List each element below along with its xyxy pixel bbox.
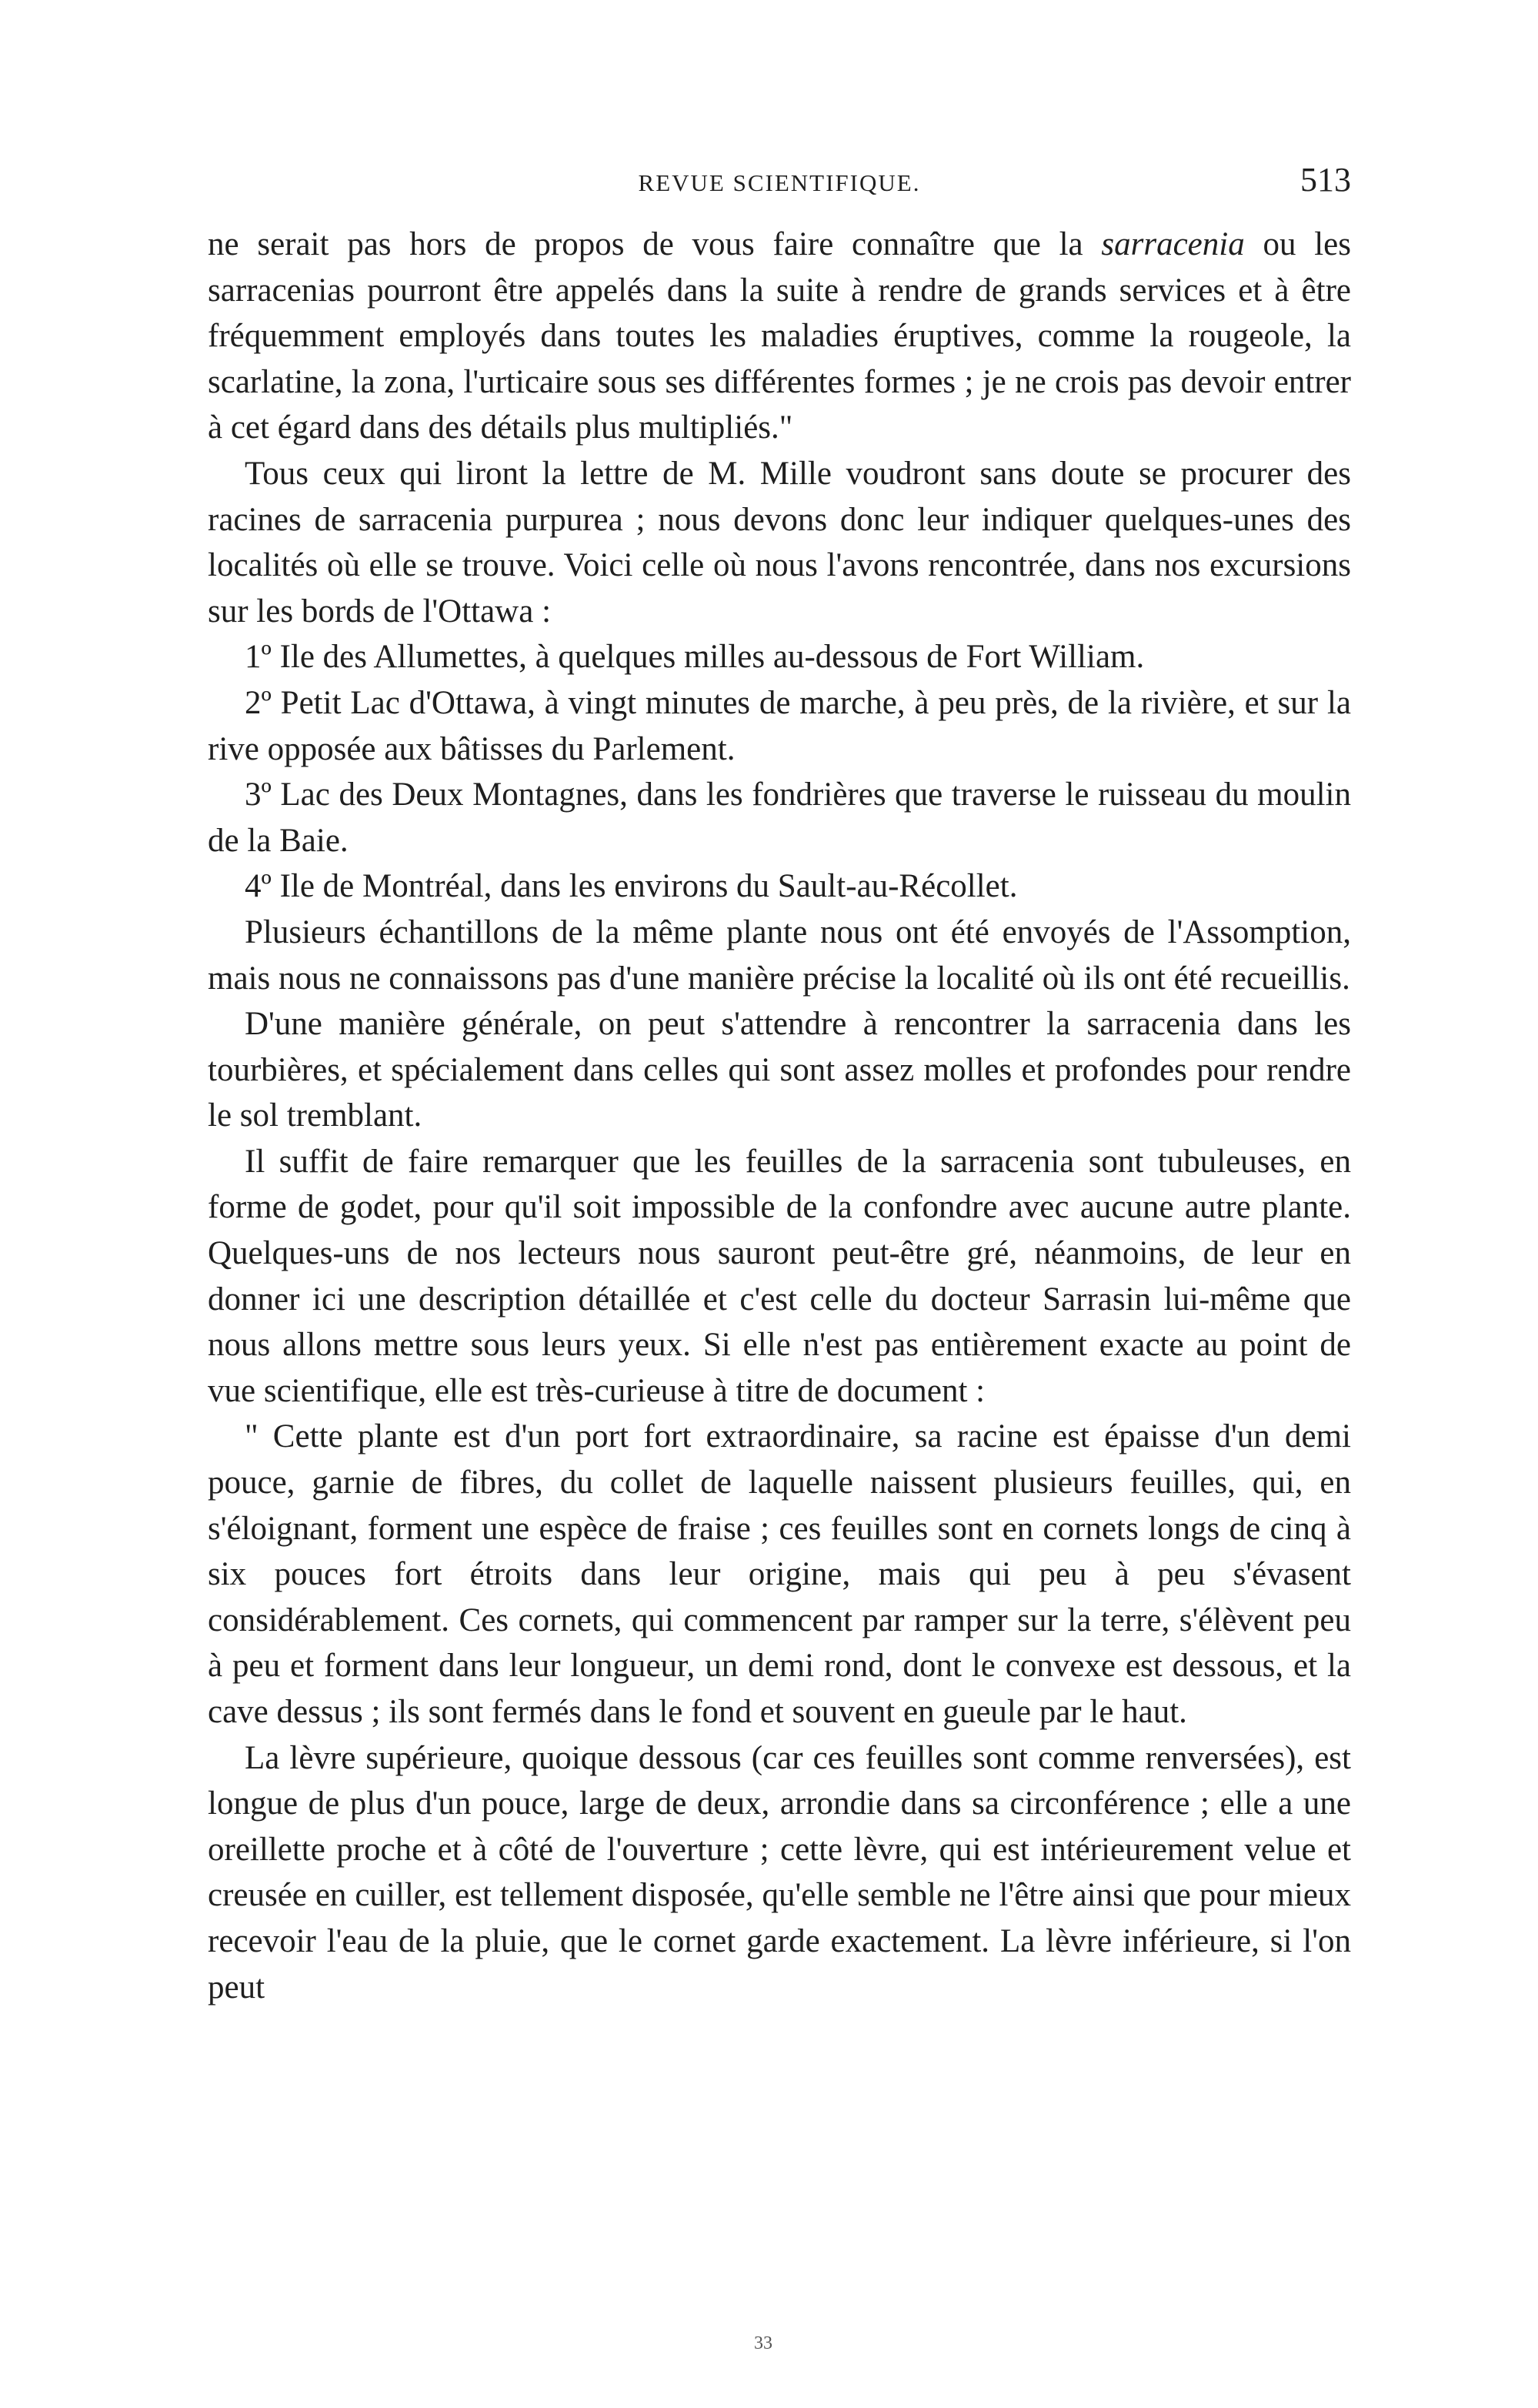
paragraph: Plusieurs échantillons de la même plante nous ont été envoyés de l'Assomption, mais nous ne connaissons pas d'une manière précise la localité où ils ont été recueillis. (208, 913, 1351, 997)
page-number: 513 (1300, 161, 1351, 199)
list-item-locality: 4º Ile de Montréal, dans les environs du Sault-au-Récollet. (245, 868, 1018, 905)
paragraph: Il suffit de faire remarquer que les feuilles de la sarracenia sont tubuleuses, en forme de godet, pour qu'il soit impossible de la confondre avec aucune autre plante. Quelques-uns de nos lecteurs nous sauront peut-être gré, néanmoins, de leur en donner ici une description détaillée et c'est celle du docteur Sarrasin lui-même que nous allons mettre sous leurs yeux. Si elle n'est pas entièrement exacte au point de vue scientifique, elle est très-curieuse à titre de document : (208, 1143, 1351, 1409)
text-span: ne serait pas hors de propos de vous faire connaître que la (208, 226, 1102, 262)
running-title: REVUE SCIENTIFIQUE. (638, 169, 921, 196)
quoted-paragraph: " Cette plante est d'un port fort extraordinaire, sa racine est épaisse d'un demi pouce, garnie de fibres, du collet de laquelle naissent plusieurs feuilles, qui, en s'éloignant, forment une espèce de fraise ; ces feuilles sont en cornets longs de cinq à six pouces fort étroits dans leur origine, mais qui peu à peu s'évasent considérablement. Ces cornets, qui commencent par ramper sur la terre, s'élèvent peu à peu et forment dans leur longueur, un demi rond, dont le convexe est dessous, et la cave dessus ; ils sont fermés dans le fond et souvent en gueule par le haut. (208, 1418, 1351, 1730)
list-item-locality: 3º Lac des Deux Montagnes, dans les fondrières que traverse le ruisseau du moulin de la Baie. (208, 777, 1351, 859)
quoted-paragraph: La lèvre supérieure, quoique dessous (car ces feuilles sont comme renversées), est longue de plus d'un pouce, large de deux, arrondie dans sa circonférence ; elle a une oreillette proche et à côté de l'ouverture ; cette lèvre, qui est intérieurement velue et creusée en cuiller, est tellement disposée, qu'elle semble ne l'être ainsi que pour mieux recevoir l'eau de la pluie, que le cornet garde exactement. La lèvre inférieure, si l'on peut (208, 1739, 1351, 2006)
body-text (208, 222, 1351, 2010)
signature-mark: 33 (754, 2333, 772, 2353)
text-span: ou les sarracenias pourront être appelés dans la suite à rendre de grands services et à être fréquemment employés dans toutes les maladies éruptives, comme la rougeole, la scarlatine, la zona, l'urticaire sous ses différentes formes ; je ne crois pas devoir entrer à cet égard dans des détails plus multipliés." (208, 226, 1351, 446)
running-head (208, 160, 1351, 206)
paragraph-continued (208, 222, 1351, 451)
italic-term: sarracenia (1101, 226, 1245, 262)
paragraph: D'une manière générale, on peut s'attendre à rencontrer la sarracenia dans les tourbières, et spécialement dans celles qui sont assez molles et profondes pour rendre le sol tremblant. (208, 1006, 1351, 1134)
list-item-locality: 2º Petit Lac d'Ottawa, à vingt minutes de marche, à peu près, de la rivière, et sur la rive opposée aux bâtisses du Parlement. (208, 684, 1351, 767)
paragraph: Tous ceux qui liront la lettre de M. Mille voudront sans doute se procurer des racines de sarracenia purpurea ; nous devons donc leur indiquer quelques-unes des localités où elle se trouve. Voici celle où nous l'avons rencontrée, dans nos excursions sur les bords de l'Ottawa : (208, 455, 1351, 630)
list-item-locality: 1º Ile des Allumettes, à quelques milles au-dessous de Fort William. (245, 639, 1145, 676)
